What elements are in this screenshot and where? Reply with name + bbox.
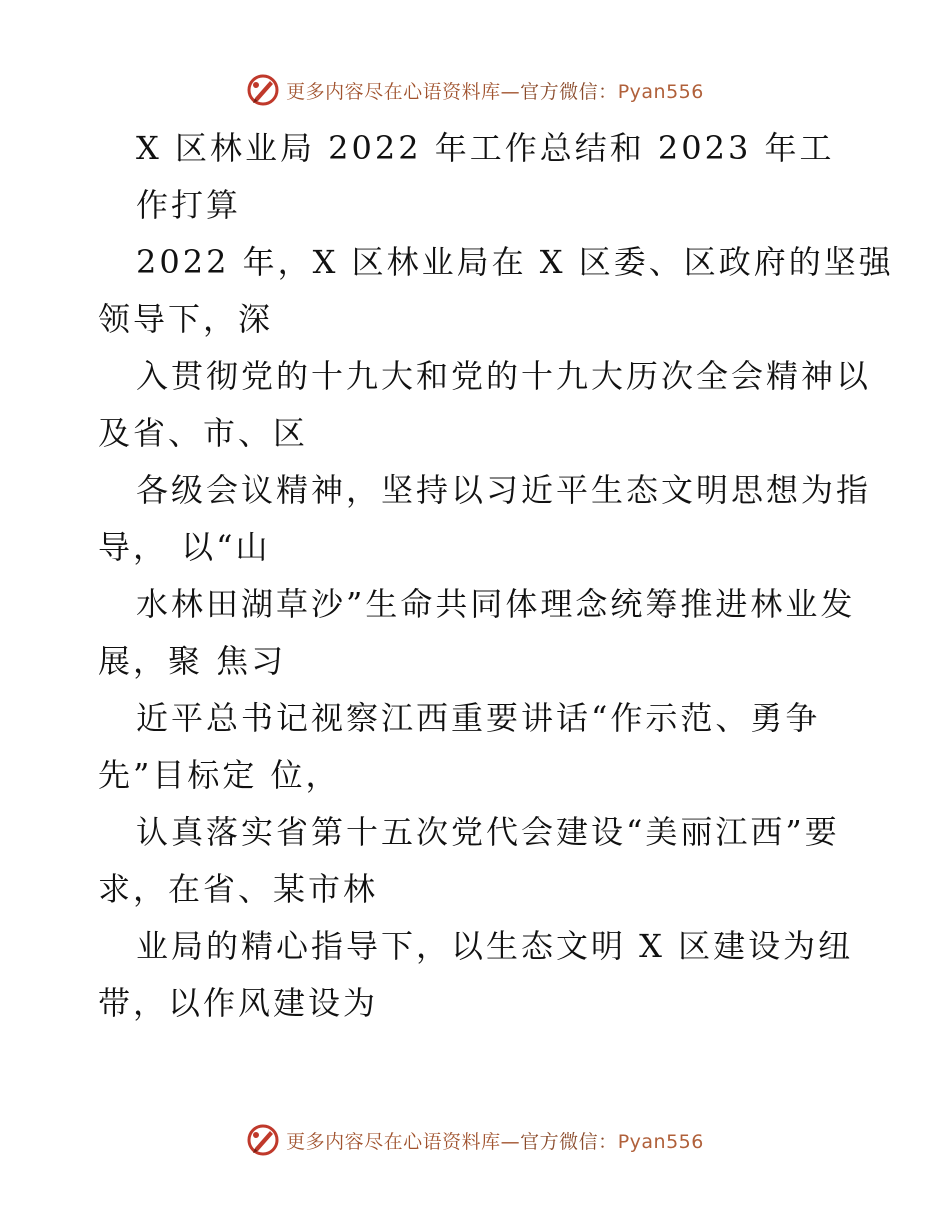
watermark-banner-top <box>0 68 950 112</box>
watermark-wechat-label: 官方微信： <box>520 1130 618 1153</box>
watermark-wechat-id: Pyan556 <box>617 1130 704 1153</box>
watermark-main-text: 更多内容尽在心语资料库 <box>286 80 501 103</box>
document-line: 作打算 <box>136 186 242 224</box>
document-line: 带，以作风建设为 <box>98 984 379 1022</box>
pen-circle-logo-icon <box>246 1123 280 1157</box>
document-line: 近平总书记视察江西重要讲话“作示范、勇争 <box>136 699 821 737</box>
document-line: 领导下，深 <box>98 300 274 338</box>
document-line: 各级会议精神，坚持以习近平生态文明思想为指 <box>136 471 872 509</box>
watermark-banner-bottom <box>0 1118 950 1162</box>
document-line: X 区林业局 2022 年工作总结和 2023 年工 <box>136 129 835 167</box>
document-line: 导， 以“山 <box>98 528 271 566</box>
document-line: 认真落实省第十五次党代会建设“美丽江西”要 <box>136 813 840 851</box>
document-body <box>98 120 894 1032</box>
document-line: 展，聚 焦习 <box>98 642 287 680</box>
watermark-dash: — <box>500 1130 521 1153</box>
document-line: 2022 年，X 区林业局在 X 区委、区政府的坚强 <box>136 243 894 281</box>
watermark-wechat-id: Pyan556 <box>617 80 704 103</box>
document-line: 先”目标定 位， <box>98 756 341 794</box>
document-line: 水林田湖草沙”生命共同体理念统筹推进林业发 <box>136 585 856 623</box>
document-line: 求，在省、某市林 <box>98 870 379 908</box>
pen-circle-logo-icon <box>246 73 280 107</box>
document-line: 及省、市、区 <box>98 414 309 452</box>
document-line: 业局的精心指导下，以生态文明 X 区建设为纽 <box>136 927 854 965</box>
document-line: 入贯彻党的十九大和党的十九大历次全会精神以 <box>136 357 872 395</box>
watermark-wechat-label: 官方微信： <box>520 80 618 103</box>
watermark-dash: — <box>500 80 521 103</box>
watermark-main-text: 更多内容尽在心语资料库 <box>286 1130 501 1153</box>
